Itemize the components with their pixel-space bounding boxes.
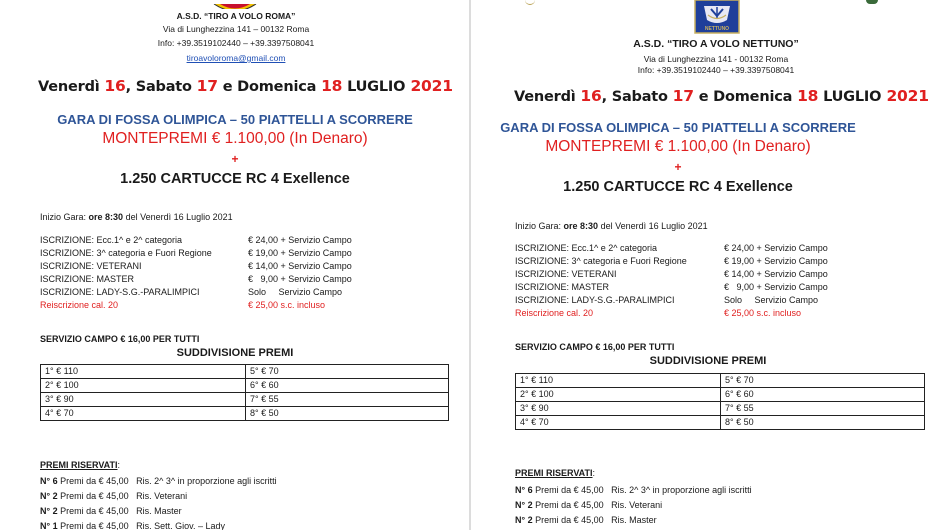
item-text: Premi da € 45,00 Ris. Veterani [57, 491, 188, 501]
iscrizione-row [515, 268, 915, 281]
premi-riservati-title [40, 459, 120, 472]
iscrizione-label: ISCRIZIONE: 3^ categoria e Fuori Regione [40, 248, 212, 258]
iscrizione-price: € 19,00 + Servizio Campo [724, 256, 828, 266]
iscrizione-row [40, 273, 440, 286]
colon: : [117, 460, 121, 470]
date-day1-word: Venerdì [38, 79, 100, 95]
item-text: Premi da € 45,00 Ris. Master [57, 506, 182, 516]
event-dates [38, 77, 453, 95]
premi-riservati-label: PREMI RISERVATI [40, 460, 118, 470]
date-day2-word: , Sabato [125, 79, 192, 95]
list-item [40, 520, 460, 530]
item-text: Premi da € 45,00 Ris. Sett. Giov. – Lady [57, 521, 226, 530]
iscrizione-label: ISCRIZIONE: VETERANI [40, 261, 142, 271]
premio-cell: 1° € 110 [41, 365, 246, 379]
plus-sign: + [231, 152, 239, 166]
reiscrizione-label: Reiscrizione cal. 20 [40, 300, 119, 310]
iscrizione-label: ISCRIZIONE: Ecc.1^ e 2^ categoria [40, 235, 182, 245]
premi-riservati-title [515, 467, 595, 480]
table-row [516, 402, 925, 416]
club-logo [212, 0, 258, 9]
premio-cell: 7° € 55 [246, 393, 449, 407]
iscrizione-price: € 14,00 + Servizio Campo [248, 261, 352, 271]
date-day2-word: , Sabato [601, 89, 668, 105]
date-day1-num: 16 [580, 87, 602, 105]
club-info-phone: Info: +39.3519102440 – +39.3397508041 [637, 65, 795, 75]
item-count: N° 2 [515, 515, 533, 525]
iscrizione-price: € 9,00 + Servizio Campo [248, 274, 352, 284]
item-count: N° 2 [40, 491, 58, 501]
inizio-rest: del Venerdì 16 Luglio 2021 [598, 221, 708, 231]
iscrizione-row [515, 255, 915, 268]
reiscrizione-row [40, 299, 440, 312]
nettuno-logo [694, 0, 740, 34]
item-count: N° 6 [515, 485, 533, 495]
iscrizione-price: € 9,00 + Servizio Campo [724, 282, 828, 292]
item-count: N° 2 [40, 506, 58, 516]
premio-cell: 3° € 90 [516, 402, 721, 416]
montepremi: MONTEPREMI € 1.100,00 (In Denaro) [545, 138, 811, 155]
table-row [516, 416, 925, 430]
date-year: 2021 [405, 77, 453, 95]
email-text[interactable]: tiroavoloroma@gmail.com [186, 53, 286, 63]
premio-cell: 5° € 70 [246, 365, 449, 379]
premio-cell: 6° € 60 [721, 388, 925, 402]
iscrizione-row [40, 286, 440, 299]
page-divider [469, 0, 471, 530]
left-flyer-page [0, 0, 460, 530]
iscrizione-label: ISCRIZIONE: LADY-S.G.-PARALIMPICI [515, 295, 675, 305]
logo-text: NETTUNO [704, 26, 730, 32]
iscrizione-label: ISCRIZIONE: Ecc.1^ e 2^ categoria [515, 243, 657, 253]
corner-ornament-left-icon [525, 0, 535, 5]
premio-cell: 5° € 70 [721, 374, 925, 388]
reiscrizione-price: € 25,00 s.c. incluso [724, 308, 802, 318]
date-year: 2021 [881, 87, 929, 105]
iscrizione-price: Solo Servizio Campo [248, 287, 343, 297]
item-text: Premi da € 45,00 Ris. 2^ 3^ in proporzione agli iscritti [57, 476, 277, 486]
premio-cell: 2° € 100 [41, 379, 246, 393]
inizio-label: Inizio Gara: [515, 221, 562, 231]
iscrizione-row [40, 247, 440, 260]
table-row [41, 393, 449, 407]
iscrizione-price: € 24,00 + Servizio Campo [724, 243, 828, 253]
corner-ornament-right-icon [866, 0, 878, 4]
item-count: N° 1 [40, 521, 58, 530]
inizio-gara [515, 220, 708, 233]
date-day1-word: Venerdì [514, 89, 576, 105]
right-flyer-page [478, 0, 945, 530]
premi-riservati-label: PREMI RISERVATI [515, 468, 593, 478]
plus-sign: + [674, 160, 682, 174]
iscrizione-row [515, 242, 915, 255]
list-item [515, 499, 935, 514]
suddivisione-premi-title: SUDDIVISIONE PREMI [176, 347, 294, 359]
inizio-time: ore 8:30 [88, 212, 124, 222]
iscrizione-label: ISCRIZIONE: LADY-S.G.-PARALIMPICI [40, 287, 200, 297]
premi-riservati-list [515, 484, 935, 529]
inizio-gara [40, 211, 233, 224]
club-email-link[interactable] [156, 51, 316, 65]
iscrizione-price: € 14,00 + Servizio Campo [724, 269, 828, 279]
iscrizione-row [40, 260, 440, 273]
iscrizioni-list [40, 234, 440, 312]
premio-cell: 4° € 70 [41, 407, 246, 421]
suddivisione-premi-title: SUDDIVISIONE PREMI [649, 355, 767, 367]
date-day2-num: 17 [196, 77, 218, 95]
inizio-time: ore 8:30 [563, 221, 599, 231]
list-item [515, 514, 935, 529]
premio-cell: 3° € 90 [41, 393, 246, 407]
club-name: A.S.D. “TIRO A VOLO NETTUNO” [633, 38, 799, 50]
iscrizione-price: Solo Servizio Campo [724, 295, 819, 305]
table-row [41, 379, 449, 393]
iscrizione-label: ISCRIZIONE: 3^ categoria e Fuori Regione [515, 256, 687, 266]
premi-table [515, 373, 925, 430]
premio-cell: 8° € 50 [721, 416, 925, 430]
cartucce-prize: 1.250 CARTUCCE RC 4 Exellence [563, 179, 793, 195]
table-row [516, 374, 925, 388]
date-day2-num: 17 [672, 87, 694, 105]
inizio-label: Inizio Gara: [40, 212, 87, 222]
date-day1-num: 16 [104, 77, 126, 95]
premio-cell: 6° € 60 [246, 379, 449, 393]
date-month: LUGLIO [342, 79, 406, 95]
item-text: Premi da € 45,00 Ris. Master [532, 515, 657, 525]
premio-cell: 4° € 70 [516, 416, 721, 430]
iscrizione-row [515, 281, 915, 294]
event-dates [514, 87, 929, 105]
gara-title: GARA DI FOSSA OLIMPICA – 50 PIATTELLI A SCORRERE [57, 112, 413, 127]
date-day3-num: 18 [321, 77, 343, 95]
list-item [515, 484, 935, 499]
premio-cell: 1° € 110 [516, 374, 721, 388]
premi-riservati-list [40, 475, 460, 530]
list-item [40, 490, 460, 505]
club-address: Via di Lunghezzina 141 – 00132 Roma [162, 24, 310, 34]
servizio-campo: SERVIZIO CAMPO € 16,00 PER TUTTI [515, 342, 675, 352]
iscrizione-label: ISCRIZIONE: MASTER [515, 282, 610, 292]
iscrizione-label: ISCRIZIONE: MASTER [40, 274, 135, 284]
colon: : [592, 468, 596, 478]
table-row [41, 407, 449, 421]
list-item [40, 505, 460, 520]
premio-cell: 8° € 50 [246, 407, 449, 421]
list-item [40, 475, 460, 490]
item-text: Premi da € 45,00 Ris. 2^ 3^ in proporzione agli iscritti [532, 485, 752, 495]
iscrizione-row [515, 294, 915, 307]
table-row [41, 365, 449, 379]
reiscrizione-row [515, 307, 915, 320]
premi-table [40, 364, 449, 421]
date-month: LUGLIO [818, 89, 882, 105]
iscrizione-label: ISCRIZIONE: VETERANI [515, 269, 617, 279]
date-day3-word: e Domenica [693, 89, 793, 105]
gara-title: GARA DI FOSSA OLIMPICA – 50 PIATTELLI A SCORRERE [500, 120, 856, 135]
iscrizione-price: € 24,00 + Servizio Campo [248, 235, 352, 245]
item-text: Premi da € 45,00 Ris. Veterani [532, 500, 663, 510]
date-day3-num: 18 [797, 87, 819, 105]
club-address: Via di Lunghezzina 141 - 00132 Roma [643, 54, 789, 64]
iscrizione-price: € 19,00 + Servizio Campo [248, 248, 352, 258]
cartucce-prize: 1.250 CARTUCCE RC 4 Exellence [120, 171, 350, 187]
servizio-campo: SERVIZIO CAMPO € 16,00 PER TUTTI [40, 334, 200, 344]
reiscrizione-price: € 25,00 s.c. incluso [248, 300, 326, 310]
club-name: A.S.D. “TIRO A VOLO ROMA” [176, 11, 296, 21]
table-row [516, 388, 925, 402]
item-count: N° 2 [515, 500, 533, 510]
iscrizioni-list [515, 242, 915, 320]
club-info-phone: Info: +39.3519102440 – +39.3397508041 [157, 38, 315, 48]
reiscrizione-label: Reiscrizione cal. 20 [515, 308, 594, 318]
premio-cell: 7° € 55 [721, 402, 925, 416]
date-day3-word: e Domenica [217, 79, 317, 95]
montepremi: MONTEPREMI € 1.100,00 (In Denaro) [102, 130, 368, 147]
iscrizione-row [40, 234, 440, 247]
inizio-rest: del Venerdì 16 Luglio 2021 [123, 212, 233, 222]
item-count: N° 6 [40, 476, 58, 486]
premio-cell: 2° € 100 [516, 388, 721, 402]
